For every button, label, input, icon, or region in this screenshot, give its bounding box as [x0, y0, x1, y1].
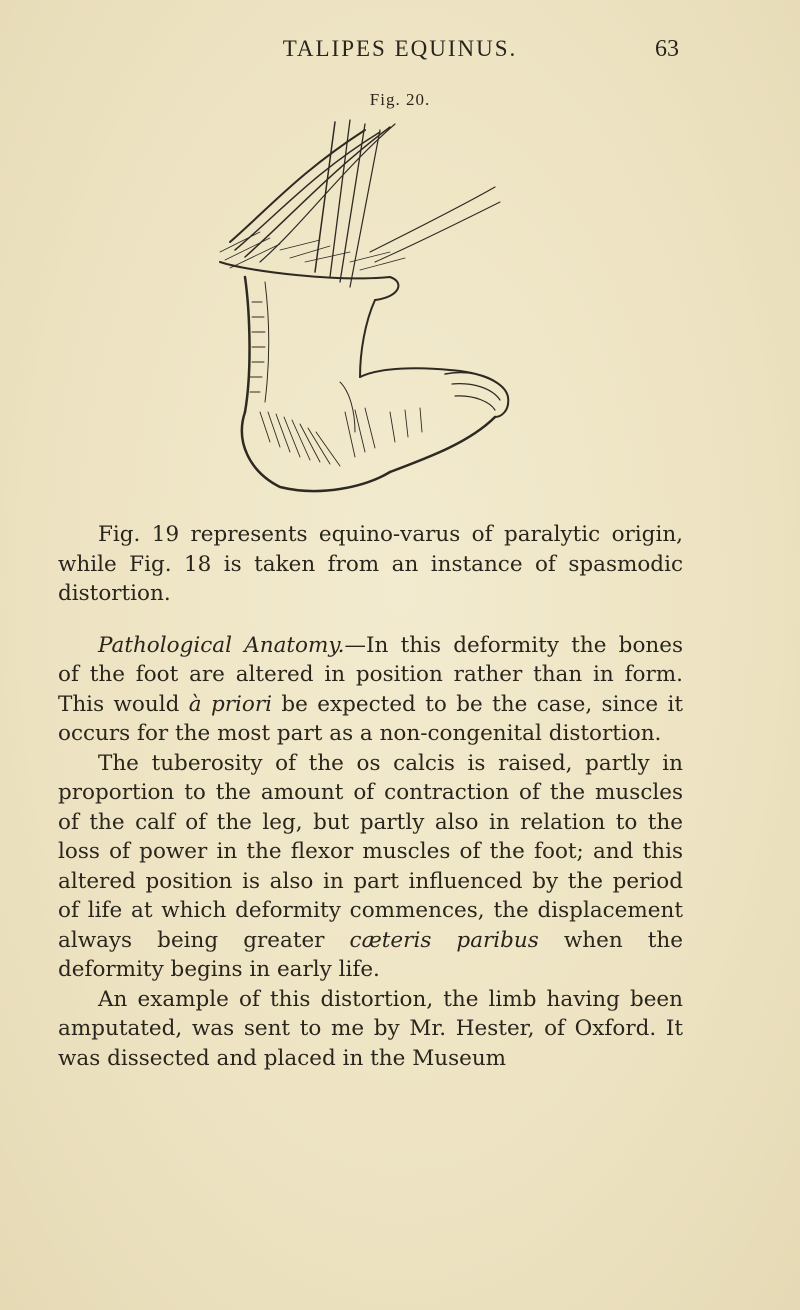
figure-illustration-foot	[190, 112, 530, 502]
paragraph-2-text-end: be expected to be the case, since it occurs for the most part as a non-congenital distortion.	[58, 691, 684, 746]
figure-caption: Fig. 20.	[369, 90, 431, 109]
running-title: TALIPES EQUINUS.	[282, 36, 518, 61]
page-number: 63	[655, 36, 679, 62]
paragraph-4: An example of this distortion, the limb having been amputated, was sent to me by Mr. Hester, of Oxford. It was dissected and placed in the Museum	[58, 986, 683, 1071]
body-text	[58, 520, 683, 1073]
paragraph-3-italic: cæteris paribus	[349, 927, 539, 953]
paragraph-3	[58, 749, 683, 985]
paragraph-2-italic: à priori	[188, 691, 272, 717]
paragraph-3-text: The tuberosity of the os calcis is raised, partly in proportion to the amount of contraction of the muscles of the calf of the leg, but partly also in relation to the loss of power in the flexor muscles of the foot; and this altered position is also in part influenced by the period of life at which deformity commences, the displacement always being greater	[58, 750, 683, 953]
paragraph-1: Fig. 19 represents equino-varus of paralytic origin, while Fig. 18 is taken from an instance of spasmodic distortion.	[58, 522, 683, 606]
paragraph-2-text: —In this deformity the bones of the foot are altered in position rather than in form. This would	[58, 632, 683, 717]
section-heading: Pathological Anatomy.	[98, 632, 345, 658]
paragraph-3-text-end: when the deformity begins in early life.	[58, 927, 684, 982]
paragraph-2	[58, 631, 683, 749]
